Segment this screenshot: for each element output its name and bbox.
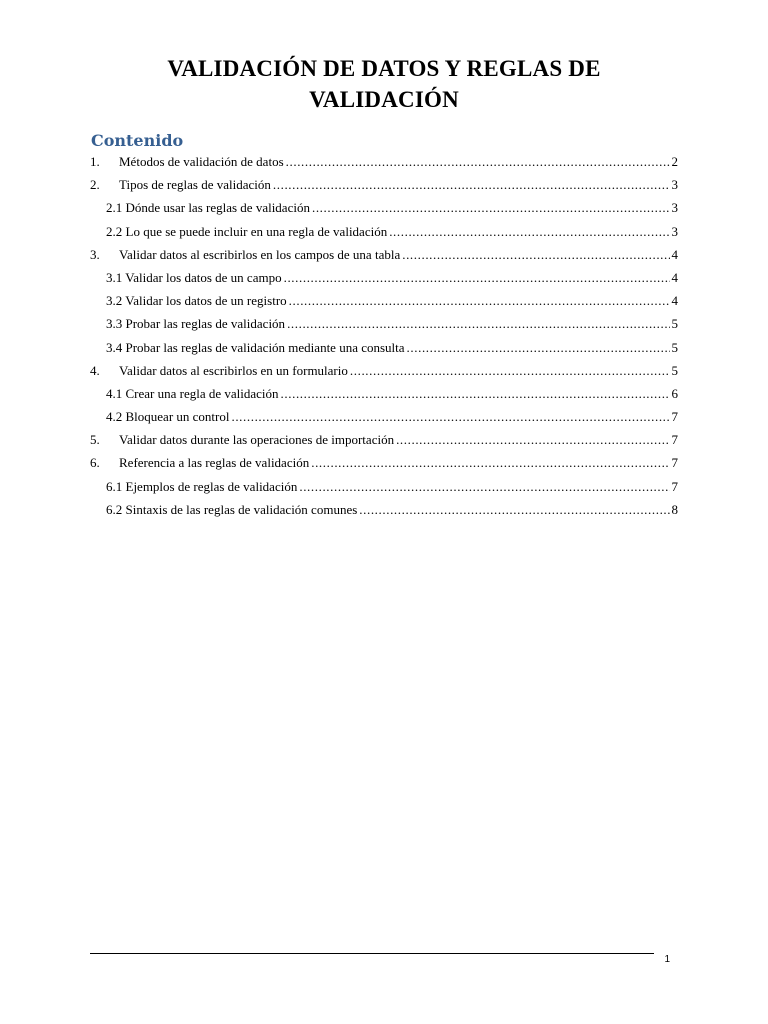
toc-heading: Contenido: [91, 131, 184, 150]
toc-entry-label: 6.1 Ejemplos de reglas de validación: [106, 478, 298, 494]
toc-dot-leader: [284, 269, 670, 287]
toc-dot-leader: [289, 292, 670, 310]
toc-entry[interactable]: [90, 501, 678, 524]
toc-entry-page: 4: [671, 269, 678, 285]
toc-entry-label: 3.3 Probar las reglas de validación: [106, 316, 286, 332]
toc-entry-page: 3: [671, 200, 678, 216]
toc-entry[interactable]: [90, 431, 678, 454]
toc-entry-label: 4.1 Crear una regla de validación: [106, 385, 279, 401]
toc-entry-number: 5.: [90, 432, 100, 448]
toc-entry-page: 6: [671, 385, 678, 401]
toc-entry[interactable]: [90, 199, 678, 222]
toc-entry-label: 2.2 Lo que se puede incluir en una regla de validación: [106, 223, 388, 239]
toc-entry-label: 4.2 Bloquear un control: [106, 409, 230, 425]
toc-entry[interactable]: [90, 478, 678, 501]
toc-entry-label: Tipos de reglas de validación: [119, 177, 271, 193]
toc-entry-number: 6.: [90, 455, 100, 471]
toc-dot-leader: [311, 454, 669, 472]
toc-entry-label: Referencia a las reglas de validación: [119, 455, 310, 471]
toc-entry-label: 2.1 Dónde usar las reglas de validación: [106, 200, 310, 216]
toc-entry[interactable]: [90, 269, 678, 292]
toc-dot-leader: [396, 431, 669, 449]
toc-dot-leader: [402, 246, 669, 264]
toc-entry[interactable]: [90, 339, 678, 362]
toc-entry-number: 1.: [90, 154, 100, 169]
toc-dot-leader: [350, 362, 670, 380]
toc-entry-page: 7: [671, 432, 678, 448]
footer-page-number: 1: [664, 954, 670, 965]
toc-entry[interactable]: [90, 315, 678, 338]
title-line-1: VALIDACIÓN DE DATOS Y REGLAS DE: [167, 56, 601, 81]
toc-entry[interactable]: [90, 223, 678, 246]
toc-entry-page: 4: [671, 246, 678, 262]
toc-entry-label: 6.2 Sintaxis de las reglas de validación comunes: [106, 501, 358, 517]
toc-entry-page: 7: [671, 478, 678, 494]
toc-dot-leader: [407, 339, 670, 357]
footer-divider: [90, 953, 654, 954]
toc-entry-page: 8: [671, 501, 678, 517]
toc-dot-leader: [273, 176, 670, 194]
toc-entry[interactable]: [90, 362, 678, 385]
toc-dot-leader: [312, 199, 670, 217]
toc-dot-leader: [359, 501, 669, 519]
title-line-2: VALIDACIÓN: [309, 87, 459, 112]
toc-entry-page: 2: [671, 154, 678, 169]
toc-entry-label: 3.4 Probar las reglas de validación mediante una consulta: [106, 339, 405, 355]
toc-dot-leader: [231, 408, 669, 426]
toc-dot-leader: [389, 223, 669, 241]
toc-entry-number: 3.: [90, 246, 100, 262]
toc-entry[interactable]: [90, 176, 678, 199]
toc-entry-page: 4: [671, 293, 678, 309]
toc-entry-page: 3: [671, 223, 678, 239]
toc-entry-label: Validar datos al escribirlos en un formulario: [119, 362, 348, 378]
toc-entry[interactable]: [90, 408, 678, 431]
toc-dot-leader: [281, 385, 670, 403]
toc-dot-leader: [286, 153, 670, 171]
toc-entry[interactable]: [90, 385, 678, 408]
toc-dot-leader: [299, 478, 669, 496]
toc-entry-page: 7: [671, 455, 678, 471]
toc-entry-label: Validar datos durante las operaciones de importación: [119, 432, 395, 448]
toc-entry-page: 5: [671, 339, 678, 355]
toc-entry-page: 3: [671, 177, 678, 193]
toc-entry-label: 3.2 Validar los datos de un registro: [106, 293, 287, 309]
document-title: [90, 53, 678, 115]
toc-entry-page: 5: [671, 362, 678, 378]
table-of-contents: [90, 153, 678, 524]
toc-entry-label: 3.1 Validar los datos de un campo: [106, 269, 282, 285]
toc-entry[interactable]: [90, 246, 678, 269]
toc-entry[interactable]: [90, 153, 678, 176]
toc-dot-leader: [287, 315, 669, 333]
toc-entry-label: Validar datos al escribirlos en los campos de una tabla: [119, 246, 401, 262]
toc-entry-page: 5: [671, 316, 678, 332]
toc-entry[interactable]: [90, 292, 678, 315]
toc-entry-page: 7: [671, 409, 678, 425]
toc-entry-label: Métodos de validación de datos: [119, 154, 284, 169]
toc-entry-number: 2.: [90, 177, 100, 193]
toc-entry[interactable]: [90, 454, 678, 477]
toc-entry-number: 4.: [90, 362, 100, 378]
